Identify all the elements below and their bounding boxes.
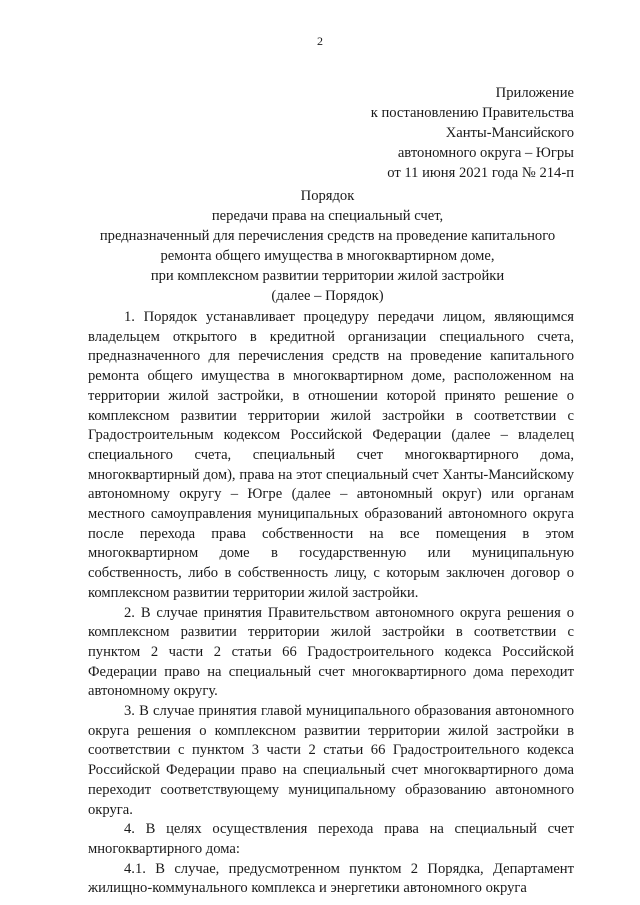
title-line: при комплексном развитии территории жилой застройки xyxy=(150,268,505,284)
title-line: предназначенный для перечисления средств на проведение капитального xyxy=(99,228,556,244)
title-line: передачи права на специальный счет, xyxy=(211,208,444,224)
title-line: (далее – Порядок) xyxy=(271,288,384,304)
appendix-line: автономного округа – Югры xyxy=(397,145,574,161)
title-line: ремонта общего имущества в многоквартирном доме, xyxy=(160,248,495,264)
appendix-block xyxy=(371,83,574,183)
paragraph-1: 1. Порядок устанавливает процедуру передачи лицом, являющимся владельцем открытого в кредитной организации специального счета, предназначенного для перечисления средств на проведение капитального ремонта общего имущества в многоквартирном доме, расположенном на территории жилой застройки, в отношении которой принято решение о комплексном развитии территории жилой застройки в соответствии с Градостроительным кодексом Российской Федерации (далее – владелец специального счета, специальный счет многоквартирного дома, многоквартирный дом), права на этот специальный счет Ханты-Мансийскому автономному округу – Югре (далее – автономный округ) или органам местного самоуправления муниципальных образований автономного округа после перехода права собственности на все помещения в этом многоквартирном доме в государственную или муниципальную собственность, либо в собственность лицу, с которым заключен договор о комплексном развитии территории жилой застройки. xyxy=(88,309,574,601)
paragraph-2: 2. В случае принятия Правительством автономного округа решения о комплексном развитии территории жилой застройки в соответствии с пунктом 2 части 2 статьи 66 Градостроительного кодекса Российской Федерации право на специальный счет многоквартирного дома переходит автономному округу. xyxy=(88,604,574,700)
appendix-line: к постановлению Правительства xyxy=(370,105,574,121)
page-number: 2 xyxy=(317,34,323,48)
paragraph-3: 3. В случае принятия главой муниципального образования автономного округа решения о комплексном развитии территории жилой застройки в соответствии с пунктом 3 части 2 статьи 66 Градостроительного кодекса Российской Федерации право на специальный счет многоквартирного дома переходит соответствующему муниципальному образованию автономного округа. xyxy=(88,703,574,818)
document-body xyxy=(88,308,574,899)
document-title xyxy=(70,186,585,306)
paragraph-4: 4. В целях осуществления перехода права на специальный счет многоквартирного дома: xyxy=(88,821,574,857)
paragraph-4-1: 4.1. В случае, предусмотренном пунктом 2 Порядка, Департамент жилищно-коммунального комплекса и энергетики автономного округа xyxy=(88,860,574,897)
appendix-line: Ханты-Мансийского xyxy=(445,125,574,141)
appendix-line: от 11 июня 2021 года № 214-п xyxy=(387,165,574,181)
title-line: Порядок xyxy=(300,188,355,204)
appendix-line: Приложение xyxy=(495,85,574,101)
